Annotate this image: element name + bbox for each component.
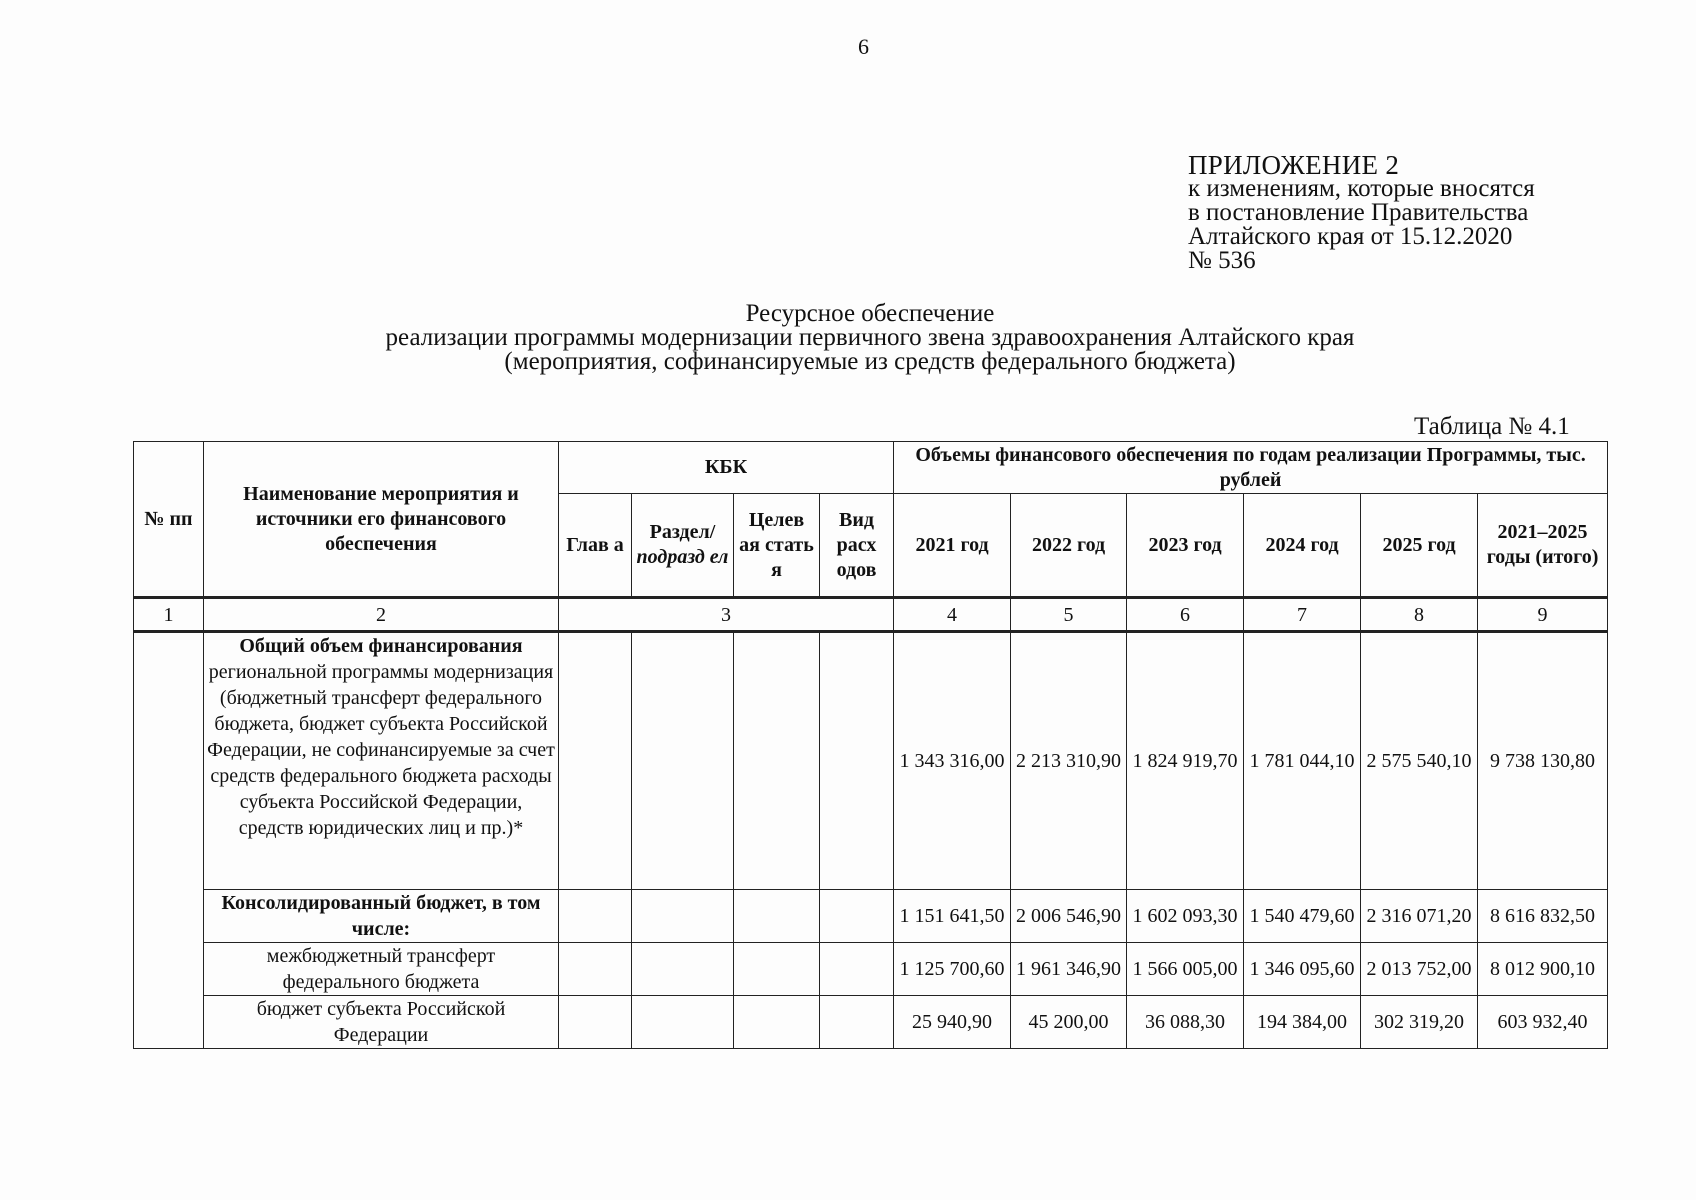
title-line-3: (мероприятия, софинансируемые из средств федерального бюджета) — [504, 348, 1236, 375]
header-2025: 2025 год — [1361, 494, 1478, 598]
kbk-cell — [632, 996, 734, 1049]
value-2022: 1 961 346,90 — [1011, 943, 1127, 996]
table-row — [134, 890, 1608, 943]
header-2024: 2024 год — [1244, 494, 1361, 598]
value-2025: 2 013 752,00 — [1361, 943, 1478, 996]
index-row — [134, 598, 1608, 632]
header-razdel-italic: подразд ел — [636, 546, 729, 568]
kbk-cell — [632, 632, 734, 890]
value-total: 8 012 900,10 — [1478, 943, 1608, 996]
header-razdel-main: Раздел/ — [649, 521, 716, 543]
row-name: бюджет субъекта Российской Федерации — [204, 996, 559, 1049]
appendix-line: Алтайского края от 15.12.2020 — [1188, 223, 1513, 250]
row-name: Консолидированный бюджет, в том числе: — [204, 890, 559, 943]
kbk-cell — [820, 943, 894, 996]
value-2023: 1 824 919,70 — [1127, 632, 1244, 890]
row-name-bold: Общий объем финансирования — [239, 635, 523, 657]
value-2021: 1 125 700,60 — [894, 943, 1011, 996]
value-2023: 1 602 093,30 — [1127, 890, 1244, 943]
table-row — [134, 632, 1608, 890]
page-number: 6 — [858, 34, 869, 59]
table-caption: Таблица № 4.1 — [1414, 413, 1570, 440]
kbk-cell — [734, 943, 820, 996]
value-2024: 194 384,00 — [1244, 996, 1361, 1049]
header-celevaya: Целев ая стать я — [734, 494, 820, 598]
kbk-cell — [820, 890, 894, 943]
kbk-cell — [632, 890, 734, 943]
index-cell: 7 — [1244, 598, 1361, 632]
row-name — [204, 632, 559, 890]
value-2024: 1 346 095,60 — [1244, 943, 1361, 996]
value-2022: 2 213 310,90 — [1011, 632, 1127, 890]
header-vid: Вид расх одов — [820, 494, 894, 598]
table-row — [134, 943, 1608, 996]
index-cell: 6 — [1127, 598, 1244, 632]
value-2025: 2 575 540,10 — [1361, 632, 1478, 890]
value-2022: 2 006 546,90 — [1011, 890, 1127, 943]
appendix-block — [1188, 150, 1535, 274]
value-2021: 1 343 316,00 — [894, 632, 1011, 890]
header-name: Наименование мероприятия и источники его финансового обеспечения — [204, 442, 559, 598]
value-total: 9 738 130,80 — [1478, 632, 1608, 890]
index-cell: 8 — [1361, 598, 1478, 632]
financing-table — [133, 441, 1608, 1049]
header-2022: 2022 год — [1011, 494, 1127, 598]
kbk-cell — [734, 632, 820, 890]
kbk-cell — [820, 996, 894, 1049]
kbk-cell — [559, 632, 632, 890]
header-2023: 2023 год — [1127, 494, 1244, 598]
appendix-line: № 536 — [1188, 247, 1256, 274]
header-razdel — [632, 494, 734, 598]
value-2023: 1 566 005,00 — [1127, 943, 1244, 996]
kbk-cell — [734, 890, 820, 943]
header-total: 2021–2025 годы (итого) — [1478, 494, 1608, 598]
kbk-cell — [559, 890, 632, 943]
row-name-text: региональной программы модернизация (бюджетный трансферт федерального бюджета, бюджет субъекта Российской Федерации, не софинансируемые за счет средств федерального бюджета расходы субъекта Российской Федерации, средств юридических лиц и пр.)* — [207, 661, 555, 839]
row-number-cell — [134, 632, 204, 1049]
table-row — [134, 996, 1608, 1049]
value-2025: 2 316 071,20 — [1361, 890, 1478, 943]
value-total: 8 616 832,50 — [1478, 890, 1608, 943]
index-cell: 9 — [1478, 598, 1608, 632]
row-name: межбюджетный трансферт федерального бюджета — [204, 943, 559, 996]
value-total: 603 932,40 — [1478, 996, 1608, 1049]
header-volumes: Объемы финансового обеспечения по годам реализации Программы, тыс. рублей — [894, 442, 1608, 494]
kbk-cell — [632, 943, 734, 996]
kbk-cell — [559, 996, 632, 1049]
kbk-cell — [734, 996, 820, 1049]
document-title — [0, 302, 1696, 374]
header-2021: 2021 год — [894, 494, 1011, 598]
appendix-line: в постановление Правительства — [1188, 199, 1529, 226]
index-cell: 3 — [559, 598, 894, 632]
appendix-heading: ПРИЛОЖЕНИЕ 2 — [1188, 150, 1400, 180]
header-kbk: КБК — [559, 442, 894, 494]
value-2021: 25 940,90 — [894, 996, 1011, 1049]
kbk-cell — [820, 632, 894, 890]
header-glava: Глав а — [559, 494, 632, 598]
index-cell: 5 — [1011, 598, 1127, 632]
value-2021: 1 151 641,50 — [894, 890, 1011, 943]
appendix-line: к изменениям, которые вносятся — [1188, 175, 1535, 202]
index-cell: 4 — [894, 598, 1011, 632]
header-num: № пп — [134, 442, 204, 598]
index-cell: 2 — [204, 598, 559, 632]
kbk-cell — [559, 943, 632, 996]
value-2024: 1 540 479,60 — [1244, 890, 1361, 943]
value-2022: 45 200,00 — [1011, 996, 1127, 1049]
value-2023: 36 088,30 — [1127, 996, 1244, 1049]
index-cell: 1 — [134, 598, 204, 632]
title-line-2: реализации программы модернизации первичного звена здравоохранения Алтайского края — [385, 324, 1355, 351]
title-line-1: Ресурсное обеспечение — [745, 300, 995, 327]
value-2025: 302 319,20 — [1361, 996, 1478, 1049]
value-2024: 1 781 044,10 — [1244, 632, 1361, 890]
